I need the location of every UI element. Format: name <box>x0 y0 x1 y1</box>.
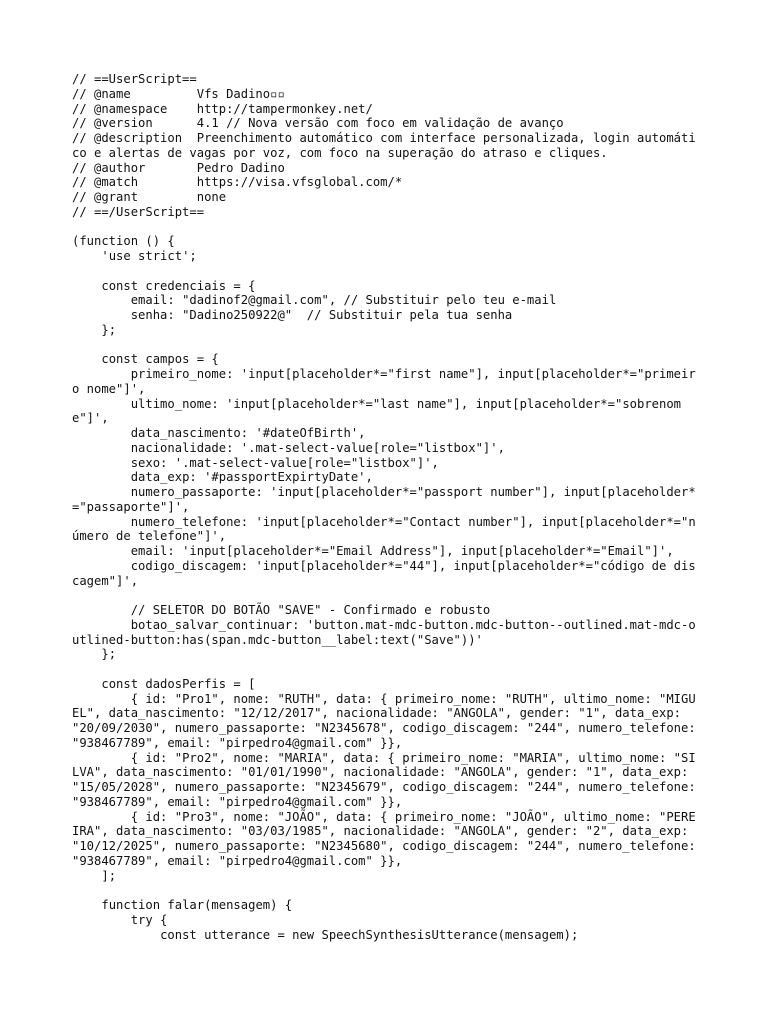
code-line: ultimo_nome: 'input[placeholder*="last name"], input[placeholder*="sobrenome"]', <box>72 396 682 426</box>
code-block <box>72 72 704 942</box>
code-line: email: "dadinof2@gmail.com", // Substituir pelo teu e-mail <box>72 293 557 308</box>
code-line: // @name Vfs Dadino▫▫ <box>72 86 285 101</box>
code-line: // ==/UserScript== <box>72 204 205 219</box>
code-line: nacionalidade: '.mat-select-value[role="listbox"]', <box>72 440 505 455</box>
code-line: senha: "Dadino250922@" // Substituir pela tua senha <box>72 308 513 322</box>
code-line: sexo: '.mat-select-value[role="listbox"]', <box>72 455 439 470</box>
code-line: botao_salvar_continuar: 'button.mat-mdc-button.mdc-button--outlined.mat-mdc-outlined-button:has(span.mdc-button__label:text("Save"))' <box>72 617 696 647</box>
code-line: (function () { <box>72 234 175 249</box>
code-line: email: 'input[placeholder*="Email Address"], input[placeholder*="Email"]', <box>72 544 674 558</box>
code-line: const campos = { <box>72 352 219 367</box>
code-line: numero_passaporte: 'input[placeholder*="passport number"], input[placeholder*="passaporte"]', <box>72 485 696 514</box>
code-line: primeiro_nome: 'input[placeholder*="first name"], input[placeholder*="primeiro nome"]', <box>72 367 696 396</box>
code-line: // @grant none <box>72 190 227 204</box>
code-line: }; <box>72 322 117 337</box>
code-line: const utterance = new SpeechSynthesisUtterance(mensagem); <box>72 927 579 942</box>
code-line: // @match https://visa.vfsglobal.com/* <box>72 175 403 190</box>
code-line <box>72 264 696 279</box>
code-line: { id: "Pro3", nome: "JOÃO", data: { primeiro_nome: "JOÃO", ultimo_nome: "PEREIRA", data_nascimento: "03/03/1985", nacionalidade: "ANGOLA", gender: "2", data_exp: "10/12/2025", numero_passaporte: "N2345680", codigo_discagem: "244", numero_telefone: "938467789", email: "pirpedro4@gmail.com" }}, <box>72 809 704 868</box>
code-line: data_exp: '#passportExpirtyDate', <box>72 470 373 485</box>
code-line: }; <box>72 647 117 662</box>
code-line: try { <box>72 912 168 927</box>
code-line: const dadosPerfis = [ <box>72 676 256 691</box>
code-line <box>72 220 696 235</box>
code-line: data_nascimento: '#dateOfBirth', <box>72 426 366 440</box>
code-line <box>72 588 696 603</box>
code-line <box>72 883 696 898</box>
code-line <box>72 662 696 677</box>
code-line: function falar(mensagem) { <box>72 898 293 912</box>
code-line: // ==UserScript== <box>72 72 197 86</box>
code-line: codigo_discagem: 'input[placeholder*="44"], input[placeholder*="código de discagem"]', <box>72 558 696 588</box>
code-line: // @description Preenchimento automático com interface personalizada, login automático e alertas de vagas por voz, com foco na superação do atraso e cliques. <box>72 131 696 160</box>
code-line: // @namespace http://tampermonkey.net/ <box>72 101 373 116</box>
code-line: { id: "Pro2", nome: "MARIA", data: { primeiro_nome: "MARIA", ultimo_nome: "SILVA", data_nascimento: "01/01/1990", nacionalidade: "ANGOLA", gender: "1", data_exp: "15/05/2028", numero_passaporte: "N2345679", codigo_discagem: "244", numero_telefone: "938467789", email: "pirpedro4@gmail.com" }}, <box>72 750 704 809</box>
code-line <box>72 338 696 353</box>
code-line: numero_telefone: 'input[placeholder*="Contact number"], input[placeholder*="número de telefone"]', <box>72 514 696 544</box>
code-line: // @version 4.1 // Nova versão com foco em validação de avanço <box>72 116 564 131</box>
code-line: ]; <box>72 868 117 883</box>
code-line: { id: "Pro1", nome: "RUTH", data: { primeiro_nome: "RUTH", ultimo_nome: "MIGUEL", data_nascimento: "12/12/2017", nacionalidade: "ANGOLA", gender: "1", data_exp: "20/09/2030", numero_passaporte: "N2345678", codigo_discagem: "244", numero_telefone: "938467789", email: "pirpedro4@gmail.com" }}, <box>72 691 704 750</box>
code-line: // SELETOR DO BOTÃO "SAVE" - Confirmado e robusto <box>72 603 491 617</box>
code-line: const credenciais = { <box>72 278 256 293</box>
code-line: 'use strict'; <box>72 249 197 263</box>
code-line: // @author Pedro Dadino <box>72 160 285 175</box>
